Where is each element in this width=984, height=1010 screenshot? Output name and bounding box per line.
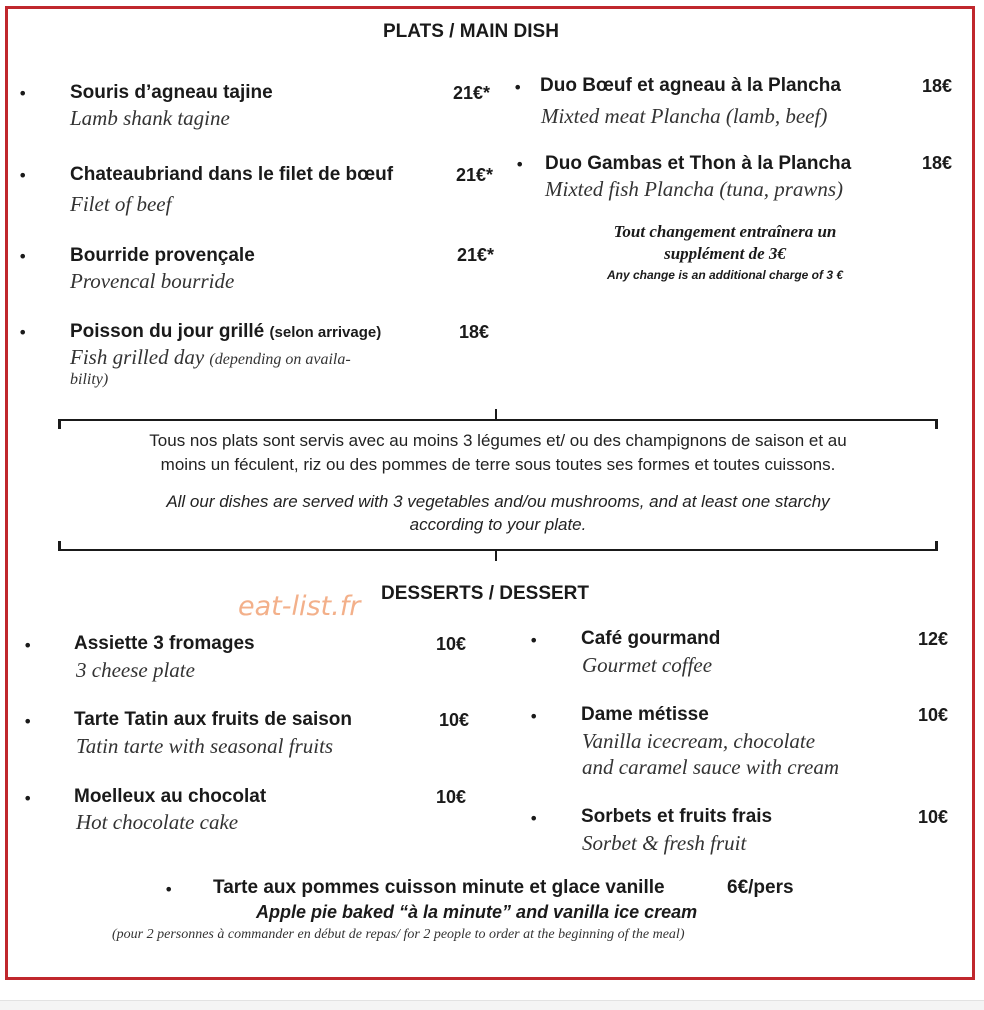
- main-item-name: Chateaubriand dans le filet de bœuf: [70, 164, 394, 185]
- dessert-item-name: Sorbets et fruits frais: [581, 806, 773, 827]
- dessert-item-name: Café gourmand: [581, 628, 721, 649]
- dessert-item-name: Dame métisse: [581, 704, 709, 725]
- dessert-item-name: Moelleux au chocolat: [74, 786, 267, 807]
- info-box-top-border: [58, 419, 938, 421]
- info-box-bottom-right-tick: [935, 541, 938, 551]
- special-dessert-name: Tarte aux pommes cuisson minute et glace vanille: [213, 877, 665, 898]
- special-dessert-note: (pour 2 personnes à commander en début de repas/ for 2 people to order at the beginning of the meal): [112, 927, 685, 942]
- main-item-price: 21€*: [457, 245, 495, 265]
- main-item-note: (selon arrivage): [269, 324, 382, 341]
- bullet: •: [529, 809, 539, 828]
- bullet: •: [164, 880, 174, 899]
- bullet: •: [18, 323, 28, 342]
- main-item-name-text: Poisson du jour grillé: [70, 321, 265, 342]
- info-box-top-center-tick: [495, 409, 497, 420]
- dessert-item-price: 10€: [436, 787, 467, 807]
- main-item-desc: Filet of beef: [70, 192, 172, 216]
- main-item-price: 21€*: [456, 165, 494, 185]
- bullet: •: [529, 631, 539, 650]
- main-item-desc: Lamb shank tagine: [70, 106, 230, 130]
- info-en-line2: according to your plate.: [409, 515, 587, 534]
- info-box-bottom-left-tick: [58, 541, 61, 551]
- desserts-heading: DESSERTS / DESSERT: [381, 583, 589, 604]
- mains-heading: PLATS / MAIN DISH: [383, 21, 559, 42]
- main-item-desc: [70, 345, 351, 370]
- info-fr-line2: moins un féculent, riz ou des pommes de terre sous toutes ses formes et toutes cuissons.: [160, 455, 836, 474]
- info-en-line1: All our dishes are served with 3 vegetables and/ou mushrooms, and at least one starchy: [166, 492, 830, 511]
- dessert-item-name: Tarte Tatin aux fruits de saison: [74, 709, 353, 730]
- bullet: •: [529, 707, 539, 726]
- bullet: •: [18, 84, 28, 103]
- main-item-name: Duo Bœuf et agneau à la Plancha: [540, 75, 841, 96]
- special-dessert-en: Apple pie baked “à la minute” and vanilla ice cream: [256, 902, 698, 922]
- dessert-item-desc: Tatin tarte with seasonal fruits: [76, 734, 334, 758]
- main-item-name: Souris d’agneau tajine: [70, 82, 273, 103]
- main-item-desc: Provencal bourride: [70, 269, 235, 293]
- info-box-bottom-center-tick: [495, 550, 497, 561]
- bullet: •: [515, 155, 525, 174]
- main-item-desc-text: Fish grilled day: [70, 345, 205, 369]
- dessert-item-desc: 3 cheese plate: [76, 658, 195, 682]
- main-item-price: 18€: [922, 153, 953, 173]
- main-item-desc-cont: bility): [70, 371, 109, 388]
- dessert-item-desc: Hot chocolate cake: [76, 810, 239, 834]
- bullet: •: [18, 247, 28, 266]
- dessert-item-price: 10€: [436, 634, 467, 654]
- bullet: •: [23, 712, 33, 731]
- main-item-name: Bourride provençale: [70, 245, 255, 266]
- dessert-item-price: 10€: [918, 807, 949, 827]
- main-item-name: Duo Gambas et Thon à la Plancha: [545, 153, 852, 174]
- main-item-desc: Mixted fish Plancha (tuna, prawns): [545, 177, 844, 201]
- dessert-item-price: 12€: [918, 629, 949, 649]
- main-item-name: [70, 321, 381, 343]
- info-fr-line1: Tous nos plats sont servis avec au moins 3 légumes et/ ou des champignons de saison et au: [149, 431, 847, 450]
- main-item-price: 18€: [459, 322, 490, 342]
- dessert-item-desc: Gourmet coffee: [582, 653, 713, 677]
- dessert-item-desc: Vanilla icecream, chocolate: [582, 729, 816, 753]
- main-item-price: 21€*: [453, 83, 491, 103]
- dessert-item-price: 10€: [918, 705, 949, 725]
- dessert-item-desc-cont: and caramel sauce with cream: [582, 755, 840, 779]
- bullet: •: [23, 636, 33, 655]
- bullet: •: [513, 78, 523, 97]
- main-item-price: 18€: [922, 76, 953, 96]
- change-notice-line1: Tout changement entraînera un: [613, 222, 837, 241]
- dessert-item-price: 10€: [439, 710, 470, 730]
- info-box-top-right-tick: [935, 419, 938, 429]
- info-box-top-left-tick: [58, 419, 61, 429]
- main-item-desc: Mixted meat Plancha (lamb, beef): [541, 104, 828, 128]
- bullet: •: [18, 166, 28, 185]
- info-box-bottom-border: [58, 549, 938, 551]
- special-dessert-price: 6€/pers: [727, 877, 794, 898]
- main-item-desc-note: (depending on availa-: [209, 351, 351, 368]
- watermark-logo: eat-list.fr: [238, 591, 361, 622]
- change-notice-en: Any change is an additional charge of 3 €: [606, 268, 844, 282]
- change-notice-line2: supplément de 3€: [664, 244, 786, 263]
- bullet: •: [23, 789, 33, 808]
- dessert-item-name: Assiette 3 fromages: [74, 633, 255, 654]
- dessert-item-desc: Sorbet & fresh fruit: [582, 831, 747, 855]
